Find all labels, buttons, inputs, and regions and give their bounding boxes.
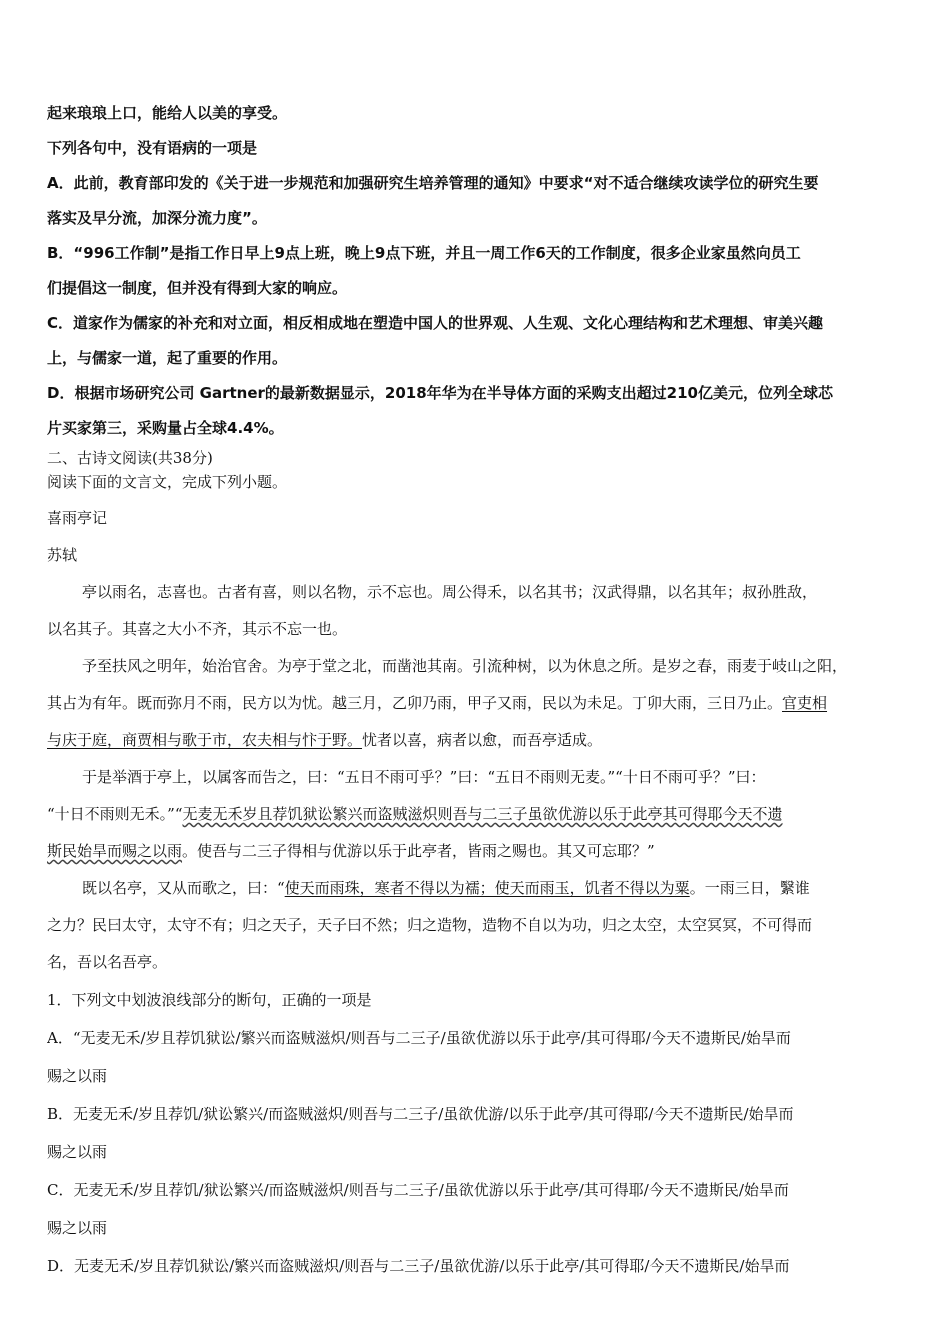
section-instruction: 阅读下面的文言文，完成下列小题。 xyxy=(47,473,288,491)
option-c-line-1: C．道家作为儒家的补充和对立面，相反相成地在塑造中国人的世界观、人生观、文化心理结构和艺术理想、审美兴趣 xyxy=(47,314,824,332)
passage-title: 喜雨亭记 xyxy=(47,509,108,527)
question-1-option-a-line-2: 赐之以雨 xyxy=(47,1067,108,1085)
option-b-line-2: 们提倡这一制度，但并没有得到大家的响应。 xyxy=(47,279,348,297)
option-c-line-2: 上，与儒家一道，起了重要的作用。 xyxy=(47,349,288,367)
underlined-text: 与庆于庭，商贾相与歌于市，农夫相与忭于野。 xyxy=(47,731,363,749)
underlined-text: 使天而雨珠，寒者不得以为襦；使天而雨玉，饥者不得以为粟 xyxy=(284,879,690,897)
question-1-option-c-line-2: 赐之以雨 xyxy=(47,1219,108,1237)
passage-text: 其占为有年。既而弥月不雨，民方以为忧。越三月，乙卯乃雨，甲子又雨，民以为未足。丁卯大雨，三日乃止。 xyxy=(47,694,783,712)
question-1-option-b-line-1: B．无麦无禾/岁且荐饥/狱讼繁兴/而盗贼滋炽/则吾与二三子/虽欲优游/以乐于此亭/其可得耶/今天不遗斯民/始旱而 xyxy=(47,1105,794,1123)
passage-line xyxy=(47,796,909,833)
passage-line xyxy=(47,722,909,759)
option-a-line-1: A．此前，教育部印发的《关于进一步规范和加强研究生培养管理的通知》中要求“对不适合继续攻读学位的研究生要 xyxy=(47,174,819,192)
underlined-text: 官吏相 xyxy=(782,694,828,712)
intro-tail-text: 起来琅琅上口，能给人以美的享受。 xyxy=(47,104,288,122)
option-d-line-1: D．根据市场研究公司 Gartner的最新数据显示，2018年华为在半导体方面的采购支出超过210亿美元，位列全球芯 xyxy=(47,384,833,402)
passage-line: 于是举酒于亭上，以属客而告之，曰：“五日不雨可乎？”曰：“五日不雨则无麦。”“十日不雨可乎？”曰： xyxy=(82,768,766,786)
question-1-option-c-line-1: C．无麦无禾/岁且荐饥/狱讼繁兴/而盗贼滋炽/则吾与二三子/虽欲优游以乐于此亭/其可得耶/今天不遗斯民/始旱而 xyxy=(47,1181,789,1199)
passage-text: 既以名亭，又从而歌之，曰：“ xyxy=(82,879,285,897)
wavy-underlined-text: 斯民始旱而赐之以雨 xyxy=(47,842,183,860)
option-d-line-2: 片买家第三，采购量占全球4.4%。 xyxy=(47,419,284,437)
document-page xyxy=(47,96,909,1285)
option-b-line-1: B．“996工作制”是指工作日早上9点上班，晚上9点下班，并且一周工作6天的工作制度，很多企业家虽然向员工 xyxy=(47,244,801,262)
passage-author: 苏轼 xyxy=(47,546,78,564)
passage-line xyxy=(47,833,909,870)
passage-text: 。一雨三日，繄谁 xyxy=(689,879,810,897)
passage-line xyxy=(47,685,909,722)
question-1-option-d-line-1: D．无麦无禾/岁且荐饥狱讼/繁兴而盗贼滋炽/则吾与二三子/虽欲优游/以乐于此亭/其可得耶/今天不遗斯民/始旱而 xyxy=(47,1257,790,1275)
question-1-stem: 1．下列文中划波浪线部分的断句，正确的一项是 xyxy=(47,991,372,1009)
passage-line: 亭以雨名，志喜也。古者有喜，则以名物，示不忘也。周公得禾，以名其书；汉武得鼎，以名其年；叔孙胜敌， xyxy=(82,583,818,601)
passage-line: 予至扶风之明年，始治官舍。为亭于堂之北，而凿池其南。引流种树，以为休息之所。是岁之春，雨麦于岐山之阳， xyxy=(82,657,848,675)
passage-line xyxy=(47,870,909,907)
section-heading: 二、古诗文阅读(共38分) xyxy=(47,449,213,467)
passage-text: 。使吾与二三子得相与优游以乐于此亭者，皆雨之赐也。其又可忘耶？” xyxy=(182,842,655,860)
question-1-option-b-line-2: 赐之以雨 xyxy=(47,1143,108,1161)
passage-line: 之力？民曰太守，太守不有；归之天子，天子曰不然；归之造物，造物不自以为功，归之太空，太空冥冥，不可得而 xyxy=(47,916,813,934)
option-a-line-2: 落实及早分流，加深分流力度”。 xyxy=(47,209,267,227)
question-1-option-a-line-1: A．“无麦无禾/岁且荐饥狱讼/繁兴而盗贼滋炽/则吾与二三子/虽欲优游以乐于此亭/其可得耶/今天不遗斯民/始旱而 xyxy=(47,1029,791,1047)
passage-text: “十日不雨则无禾。”“ xyxy=(47,805,183,823)
wavy-underlined-text: 无麦无禾岁且荐饥狱讼繁兴而盗贼滋炽则吾与二三子虽欲优游以乐于此亭其可得耶今天不遗 xyxy=(182,805,783,823)
question-stem: 下列各句中，没有语病的一项是 xyxy=(47,139,258,157)
passage-line: 名，吾以名吾亭。 xyxy=(47,953,168,971)
passage-text: 忧者以喜，病者以愈，而吾亭适成。 xyxy=(362,731,603,749)
passage-line: 以名其子。其喜之大小不齐，其示不忘一也。 xyxy=(47,620,348,638)
